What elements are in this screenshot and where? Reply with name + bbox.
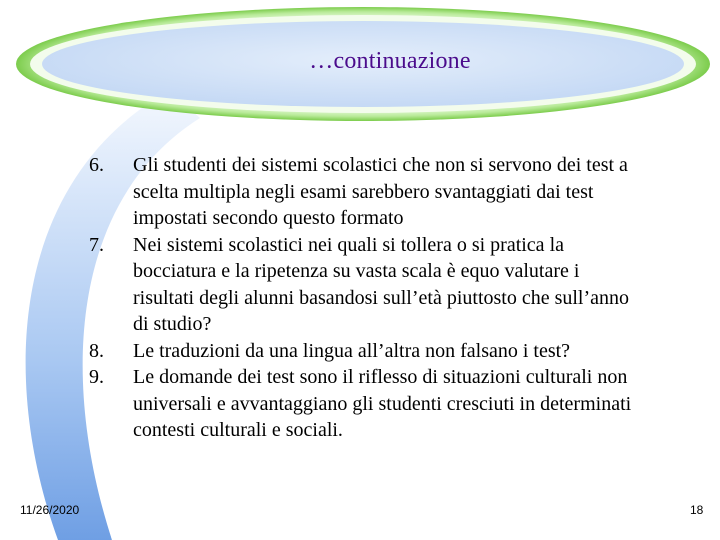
list-item [82, 232, 662, 338]
list-item [82, 364, 662, 444]
item-text: Gli studenti dei sistemi scolastici che non si servono dei test a scelta multipla negli esami sarebbero svantaggiati dai test impostati secondo questo formato [133, 154, 628, 229]
item-number: 8. [89, 339, 104, 362]
item-text: Le traduzioni da una lingua all’altra non falsano i test? [133, 339, 571, 362]
item-number: 9. [89, 366, 104, 388]
item-text: Nei sistemi scolastici nei quali si tollera o si pratica la bocciatura e la ripetenza su vasta scala è equo valutare i risultati degli alunni basandosi sull’età piuttosto che sull’anno di studio? [133, 233, 630, 335]
list-item [82, 152, 662, 232]
footer-date: 11/26/2020 [20, 503, 80, 517]
numbered-list [82, 152, 662, 444]
list-item [82, 338, 662, 365]
item-number: 7. [89, 233, 104, 256]
page-number: 18 [690, 503, 704, 517]
item-number: 6. [89, 154, 104, 176]
item-text: Le domande dei test sono il riflesso di situazioni culturali non universali e avvantaggiano gli studenti cresciuti in determinati contesti culturali e sociali. [133, 366, 632, 441]
slide-title: …continuazione [309, 48, 471, 74]
